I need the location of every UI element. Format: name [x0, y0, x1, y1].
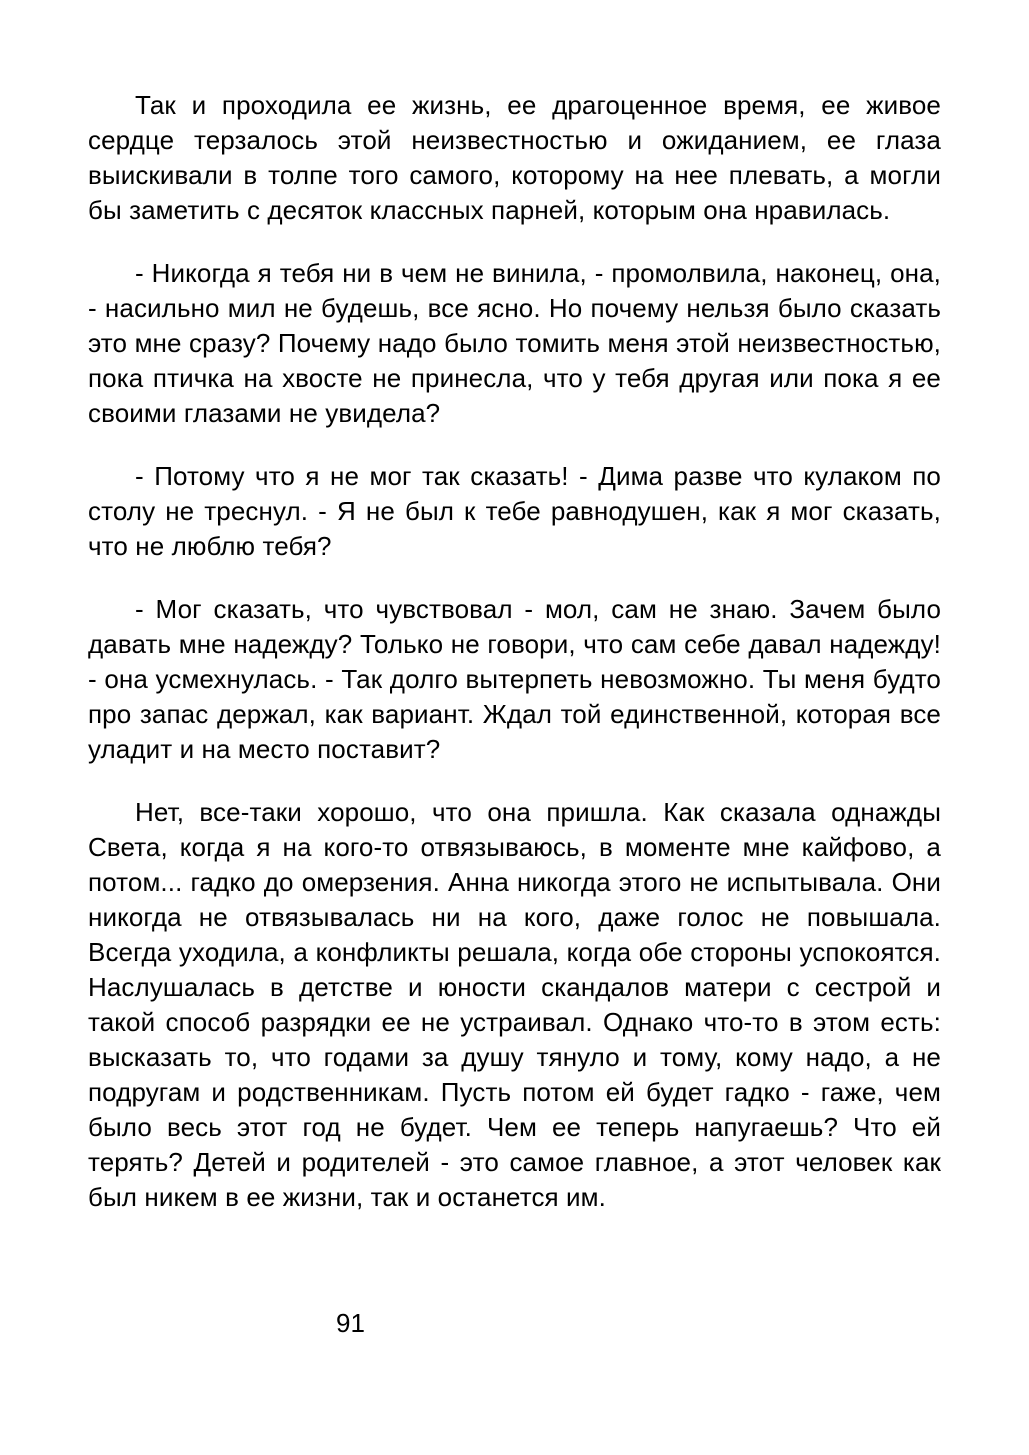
paragraph-dialog-her-reply: - Мог сказать, что чувствовал - мол, сам не знаю. Зачем было давать мне надежду? Только не говори, что сам себе давал надежду! - она усмехнулась. - Так долго вытерпеть невозможно. Ты меня будто про запас держал, как вариант. Ждал той единственной, которая все уладит и на место поставит?: [88, 594, 941, 764]
paragraph-narration-2: Нет, все-таки хорошо, что она пришла. Как сказала однажды Света, когда я на кого-то отвязываюсь, в моменте мне кайфово, а потом... гадко до омерзения. Анна никогда этого не испытывала. Они никогда не отвязывалась ни на кого, даже голос не повышала. Всегда уходила, а конфликты решала, когда обе стороны успокоятся. Наслушалась в детстве и юности скандалов матери с сестрой и такой способ разрядки ее не устраивал. Однако что-то в этом есть: высказать то, что годами за душу тянуло и тому, кому надо, а не подругам и родственникам. Пусть потом ей будет гадко - гаже, чем было весь этот год не будет. Чем ее теперь напугаешь? Что ей терять? Детей и родителей - это самое главное, а этот человек как был никем в ее жизни, так и останется им.: [88, 797, 941, 1212]
paragraph-dialog-him: - Потому что я не мог так сказать! - Дима разве что кулаком по столу не треснул. - Я не был к тебе равнодушен, как я мог сказать, что не люблю тебя?: [88, 461, 941, 561]
paragraph-narration-1: Так и проходила ее жизнь, ее драгоценное время, ее живое сердце терзалось этой неизвестностью и ожиданием, ее глаза выискивали в толпе того самого, которому на нее плевать, а могли бы заметить с десяток классных парней, которым она нравилась.: [88, 90, 941, 225]
page-number: 91: [336, 1308, 365, 1338]
page-text-block: [88, 88, 941, 1215]
paragraph-dialog-her: - Никогда я тебя ни в чем не винила, - промолвила, наконец, она, - насильно мил не будешь, все ясно. Но почему нельзя было сказать это мне сразу? Почему надо было томить меня этой неизвестностью, пока птичка на хвосте не принесла, что у тебя другая или пока я ее своими глазами не увидела?: [88, 258, 941, 428]
